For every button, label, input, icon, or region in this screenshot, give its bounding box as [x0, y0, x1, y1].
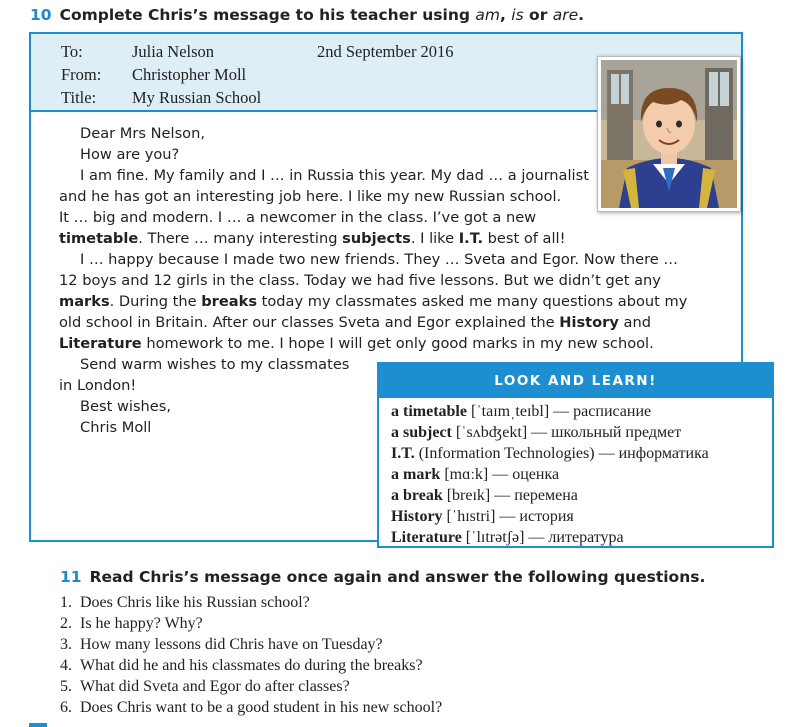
- vocab-term: I.T.: [391, 445, 415, 462]
- vocab-definition: [ˈtaɪmˌteɪbl] — расписание: [466, 403, 652, 420]
- vocab-term: History: [391, 508, 443, 525]
- letter-line: Send warm wishes to my classmates: [80, 356, 350, 373]
- bold-word: breaks: [201, 293, 257, 310]
- letter-line: [59, 230, 565, 247]
- line-text: today my classmates asked me many questions about my: [257, 293, 688, 310]
- line-text: homework to me. I hope I will get only good marks in my new school.: [141, 335, 654, 352]
- heading-separator: ,: [499, 6, 512, 24]
- vocab-definition: [ˈlɪtrətʃə] — литература: [461, 529, 624, 546]
- question-text: What did he and his classmates do during the breaks?: [80, 657, 423, 674]
- letter-line: Dear Mrs Nelson,: [80, 125, 206, 142]
- question-number: 4.: [60, 657, 72, 674]
- vocab-item: [391, 424, 681, 442]
- look-and-learn-title: LOOK AND LEARN!: [379, 364, 772, 398]
- from-value: Christopher Moll: [132, 65, 247, 84]
- line-text: old school in Britain. After our classes Sveta and Egor explained the: [59, 314, 560, 331]
- question-item: [60, 594, 310, 612]
- vocab-item: [391, 445, 709, 463]
- question-item: [60, 657, 423, 675]
- question-number: 2.: [60, 615, 72, 632]
- boy-illustration: [601, 60, 737, 208]
- question-item: [60, 636, 383, 654]
- question-text: How many lessons did Chris have on Tuesday?: [80, 636, 383, 653]
- vocab-term: Literature: [391, 529, 462, 546]
- chris-photo: [597, 56, 741, 212]
- title-value: My Russian School: [132, 88, 262, 107]
- letter-line: [59, 335, 654, 352]
- heading-or: or: [523, 6, 553, 24]
- word-am: am: [475, 6, 500, 24]
- heading-end: .: [578, 6, 585, 24]
- question-item: [60, 615, 203, 633]
- vocab-term: a timetable: [391, 403, 467, 420]
- bold-word: I.T.: [458, 230, 483, 247]
- vocab-item: [391, 466, 559, 484]
- vocab-definition: [mɑːk] — оценка: [440, 466, 560, 483]
- vocab-term: a break: [391, 487, 443, 504]
- vocab-term: a subject: [391, 424, 452, 441]
- bold-word: subjects: [342, 230, 411, 247]
- letter-line: I am fine. My family and I … in Russia this year. My dad … a journalist: [80, 167, 589, 184]
- bold-word: timetable: [59, 230, 139, 247]
- question-number: 1.: [60, 594, 72, 611]
- question-text: Is he happy? Why?: [80, 615, 203, 632]
- to-label: To:: [61, 42, 83, 61]
- letter-line: It … big and modern. I … a newcomer in the class. I’ve got a new: [59, 209, 537, 226]
- message-date: 2nd September 2016: [317, 42, 454, 61]
- to-value: Julia Nelson: [132, 42, 215, 61]
- from-row: [61, 65, 246, 85]
- line-text: and: [618, 314, 651, 331]
- vocab-definition: [ˈsʌbʤekt] — школьный предмет: [451, 424, 682, 441]
- line-text: . There … many interesting: [138, 230, 343, 247]
- letter-line: 12 boys and 12 girls in the class. Today we had five lessons. But we didn’t get any: [59, 272, 661, 289]
- letter-line: [59, 314, 651, 331]
- page-corner-bar: [29, 723, 47, 727]
- title-row: [61, 88, 261, 108]
- question-number: 3.: [60, 636, 72, 653]
- word-are: are: [552, 6, 579, 24]
- vocab-definition: [ˈhɪstri] — история: [442, 508, 574, 525]
- look-and-learn-box: [377, 362, 774, 548]
- vocab-definition: (Information Technologies) — информатика: [414, 445, 709, 462]
- heading-text: Read Chris’s message once again and answer the following questions.: [89, 568, 706, 586]
- line-text: best of all!: [483, 230, 566, 247]
- exercise-11-heading: [60, 568, 705, 586]
- word-is: is: [511, 6, 524, 24]
- bold-word: Literature: [59, 335, 142, 352]
- letter-signature: Chris Moll: [80, 419, 152, 436]
- vocab-item: [391, 487, 578, 505]
- letter-line: and he has got an interesting job here. I like my new Russian school.: [59, 188, 562, 205]
- line-text: . I like: [410, 230, 459, 247]
- question-text: What did Sveta and Egor do after classes?: [80, 678, 350, 695]
- exercise-number: 11: [60, 568, 82, 586]
- line-text: . During the: [109, 293, 202, 310]
- letter-line: in London!: [59, 377, 137, 394]
- letter-line: [59, 293, 687, 310]
- vocab-term: a mark: [391, 466, 441, 483]
- exercise-number: 10: [30, 6, 52, 24]
- vocab-definition: [breɪk] — перемена: [442, 487, 578, 504]
- question-item: [60, 699, 442, 717]
- vocab-item: [391, 403, 651, 421]
- vocab-item: [391, 508, 574, 526]
- question-number: 6.: [60, 699, 72, 716]
- heading-text: Complete Chris’s message to his teacher using: [59, 6, 476, 24]
- bold-word: marks: [59, 293, 110, 310]
- question-item: [60, 678, 350, 696]
- to-row: [61, 42, 214, 62]
- bold-word: History: [559, 314, 619, 331]
- letter-line: Best wishes,: [80, 398, 172, 415]
- question-number: 5.: [60, 678, 72, 695]
- exercise-10-heading: [30, 6, 584, 24]
- question-text: Does Chris want to be a good student in his new school?: [80, 699, 443, 716]
- letter-line: How are you?: [80, 146, 180, 163]
- from-label: From:: [61, 65, 102, 84]
- letter-line: I … happy because I made two new friends. They … Sveta and Egor. Now there …: [80, 251, 678, 268]
- vocab-item: [391, 529, 624, 547]
- question-text: Does Chris like his Russian school?: [80, 594, 310, 611]
- title-label: Title:: [61, 88, 97, 107]
